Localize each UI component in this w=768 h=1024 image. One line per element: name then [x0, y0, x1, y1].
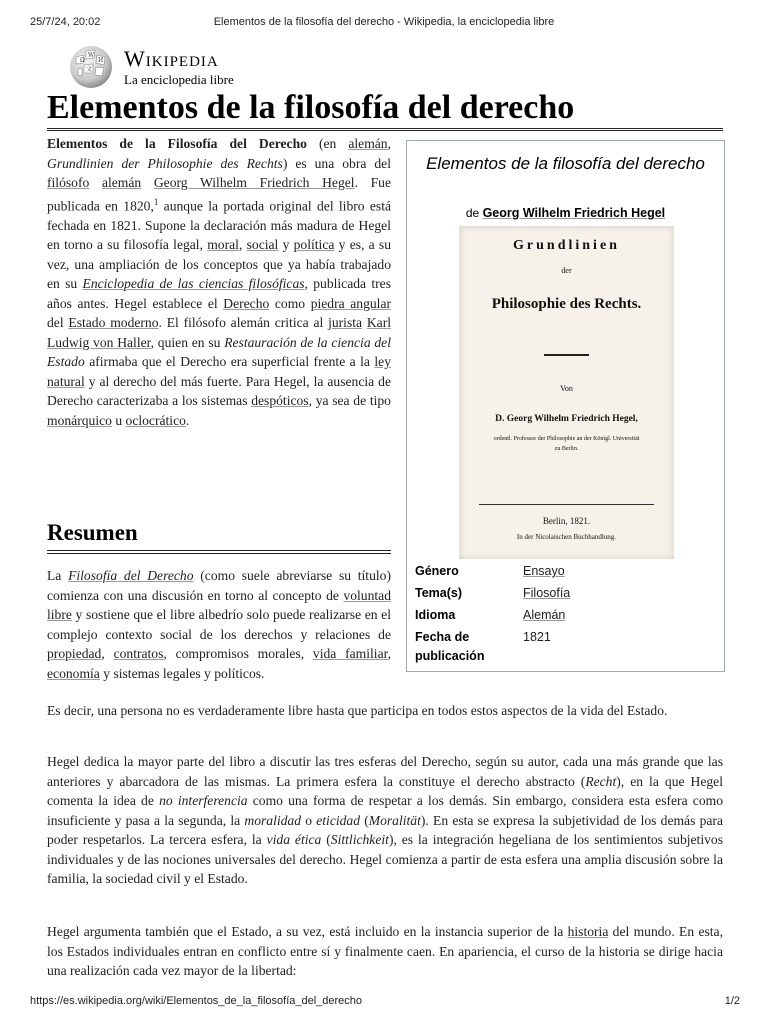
cover-line4: Von	[560, 384, 573, 393]
title-underline	[47, 128, 723, 129]
cover-line5: D. Georg Wilhelm Friedrich Hegel,	[495, 414, 638, 424]
infobox-value-link[interactable]: Ensayo	[523, 564, 565, 578]
site-name: Wikipedia	[124, 46, 219, 71]
title-underline-2	[47, 130, 723, 131]
infobox	[406, 140, 725, 672]
infobox-author-link[interactable]: Georg Wilhelm Friedrich Hegel	[482, 206, 666, 220]
infobox-author	[407, 206, 724, 220]
cover-line8: Berlin, 1821.	[542, 516, 591, 526]
infobox-label: Tema(s)	[415, 586, 463, 600]
cover-line3: Philosophie des Rechts.	[491, 296, 642, 312]
section-underline	[47, 550, 391, 551]
infobox-value: 1821	[523, 630, 551, 644]
intro-paragraph: Elementos de la Filosofía del Derecho (en alemán, Grundlinien der Philosophie des Rechts) es una obra del filósofo alemán Georg Wilhelm Friedrich Hegel. Fue publicada en 1820,$^1$ aunque la portada original del libro está fechada en 1821. Supone la declaración más madura de Hegel en torno a su filosofía legal, moral, social y política y es, a su vez, una ampliación de los conceptos que ya había trabajado en su Enciclopedia de las ciencias filosóficas, publicada tres años antes. Hegel establece el Derecho como piedra angular del Estado moderno. El filósofo alemán critica al jurista Karl Ludwig von Haller, quien en su Restauración de la ciencia del Estado afirmaba que el Derecho era superficial frente a la ley natural y al derecho del más fuerte. Para Hegel, la ausencia de Derecho caracterizaba a los sistemas despóticos, ya sea de tipo monárquico u oclocrático.	[47, 136, 392, 428]
svg-text:W: W	[88, 52, 95, 59]
book-cover-image[interactable]	[459, 226, 674, 559]
svg-text:Ω: Ω	[80, 57, 85, 64]
infobox-author-prefix: de	[465, 206, 480, 220]
cover-ornament	[544, 354, 589, 356]
cover-rule	[479, 504, 654, 505]
page-title: Elementos de la filosofía del derecho	[47, 89, 575, 126]
print-datetime: 25/7/24, 20:02	[30, 16, 101, 28]
cover-line6: ordentl. Professor der Philosophie an der Königl. Universität	[493, 436, 640, 442]
resumen-paragraph-3: Hegel argumenta también que el Estado, a su vez, está incluido en la instancia superior de la historia del mundo. En esta, los Estados individuales entran en conflicto entre sí y finalmente caen. En apariencia, el curso de la historia se dirige hacia una realización cada vez mayor de la libertad:	[47, 924, 723, 978]
wikipedia-globe-logo[interactable]	[66, 43, 116, 89]
cover-line2: der	[561, 266, 572, 275]
infobox-label: Género	[415, 564, 459, 578]
infobox-value-link[interactable]: Alemán	[523, 608, 566, 622]
infobox-label: Fecha de publicación	[415, 630, 485, 663]
infobox-row-fecha	[415, 628, 715, 668]
section-heading-resumen: Resumen	[47, 520, 138, 545]
cover-line7: zu Berlin.	[554, 446, 579, 452]
site-tagline: La enciclopedia libre	[124, 72, 234, 87]
svg-text:文: 文	[86, 66, 93, 73]
print-page-title: Elementos de la filosofía del derecho - Wikipedia, la enciclopedia libre	[213, 16, 555, 28]
cover-line9: In der Nicolaischen Buchhandlung.	[516, 533, 617, 541]
wikipedia-wordmark[interactable]	[124, 46, 234, 88]
section-underline-2	[47, 553, 391, 554]
svg-text:И: И	[98, 57, 104, 64]
resumen-paragraph-1: La Filosofía del Derecho (como suele abreviarse su título) comienza con una discusión en torno al concepto de voluntad libre y sostiene que el libre albedrío solo puede realizarse en el complejo contexto social de los derechos y relaciones de propiedad, contratos, compromisos morales, vida familiar, economía y sistemas legales y políticos.	[47, 568, 391, 681]
infobox-label: Idioma	[415, 608, 456, 622]
infobox-title: Elementos de la filosofía del derecho	[426, 154, 705, 173]
cover-line1: Grundlinien	[513, 238, 620, 253]
print-page-number: 1/2	[724, 995, 740, 1007]
print-url: https://es.wikipedia.org/wiki/Elementos_de_la_filosofía_del_derecho	[30, 995, 363, 1007]
infobox-value-link[interactable]: Filosofía	[523, 586, 571, 600]
resumen-paragraph-2: Hegel dedica la mayor parte del libro a discutir las tres esferas del Derecho, según su autor, cada una más grande que las anteriores y abarcadora de las mismas. La primera esfera la constituye el derecho abstracto (Recht), en la que Hegel comenta la idea de no interferencia como una forma de respetar a los demás. Sin embargo, considera esta esfera como insuficiente y pasa a la segunda, la moralidad o eticidad (Moralität). En esta se expresa la subjetividad de los demás para poder respetarlos. La tercera esfera, la vida ética (Sittlichkeit), es la integración hegeliana de los sentimientos subjetivos individuales y de las nociones universales del derecho. Hegel comienza a partir de esta esfera una amplia discusión sobre la familia, la sociedad civil y el Estado.	[47, 754, 724, 886]
resumen-paragraph-1-cont: Es decir, una persona no es verdaderamente libre hasta que participa en todos estos aspectos de la vida del Estado.	[47, 703, 668, 718]
